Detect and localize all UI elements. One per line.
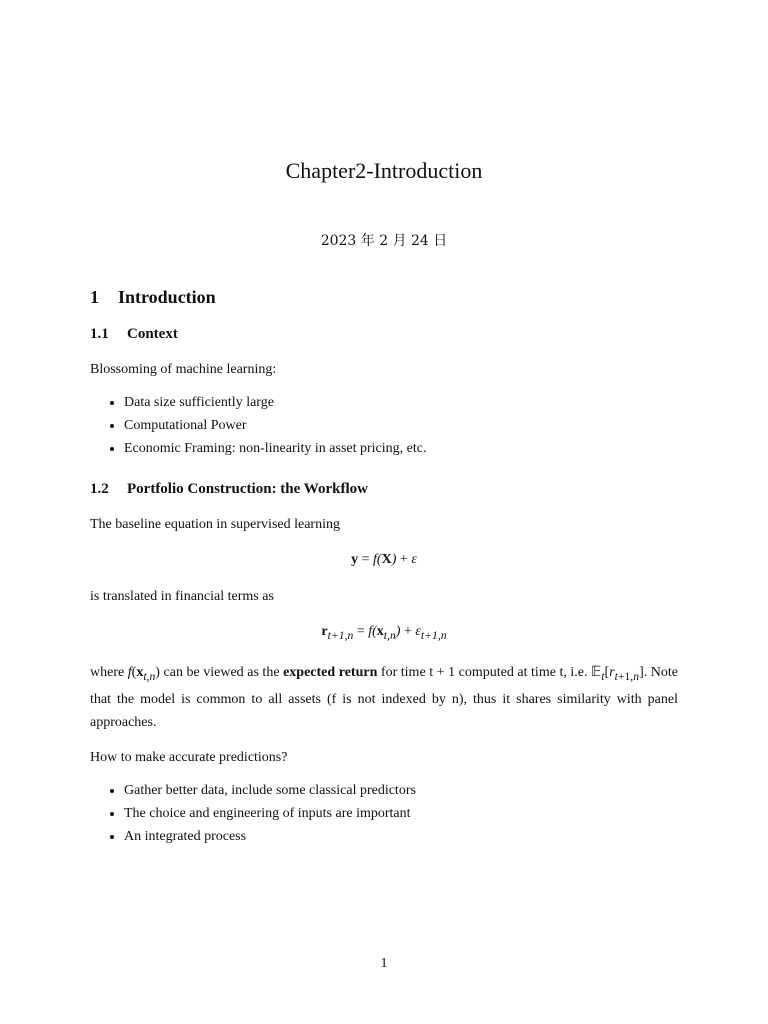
list-item: • Data size sufficiently large (124, 391, 678, 414)
section-title: Introduction (118, 287, 216, 307)
baseline-paragraph: The baseline equation in supervised learning (90, 517, 340, 532)
question-paragraph: How to make accurate predictions? (90, 749, 288, 765)
context-intro: Blossoming of machine learning: (90, 362, 277, 377)
page-number: 1 (380, 956, 388, 971)
subsection-number: 1.1 (90, 326, 109, 342)
document-body (90, 286, 678, 860)
subsection-title: Context (127, 326, 178, 342)
for-time-text: for time t + 1 computed at time t, (380, 664, 567, 680)
translation-paragraph: is translated in financial terms as (90, 589, 274, 604)
expected-return-term: expected return (283, 664, 378, 680)
financial-equation: $r_{t+1,n} = f(x_{t,n}) + \varepsilon_{t+1,n}$ (321, 624, 447, 642)
document-title: Chapter2-Introduction (285, 158, 483, 183)
subsection-heading-workflow (90, 478, 678, 501)
document-date: 2023 年 2 月 24 日 (320, 233, 448, 249)
where-text: can be viewed as the (163, 664, 280, 680)
subsection-heading-context (90, 323, 678, 346)
list-item: • Gather better data, include some classical predictors (124, 779, 678, 802)
model-note: Note that the model is common to all assets (f is not indexed by n), thus it shares similarity with panel approaches. (90, 664, 678, 730)
list-item: • Computational Power (124, 414, 678, 437)
list-item: • The choice and engineering of inputs are important (124, 802, 678, 825)
context-bullet-list (90, 391, 678, 460)
predictions-bullet-list (90, 779, 678, 848)
section-heading (90, 286, 678, 309)
baseline-equation: y = f(X) + ε (351, 552, 417, 567)
subsection-title: Portfolio Construction: the Workflow (127, 481, 368, 497)
interpretation-paragraph: where $f(x_{t,n})$ can be viewed as the expected return for time t + 1 computed at time t, i.e. $𝔼_t[r_{t+1,n}]$. Note that the model is common to all assets (f is not indexed by n), thus it shares similarity with panel approaches. (90, 664, 678, 730)
section-number: 1 (90, 287, 99, 307)
list-item: • Economic Framing: non-linearity in asset pricing, etc. (124, 437, 678, 460)
list-item: • An integrated process (124, 825, 678, 848)
subsection-number: 1.2 (90, 481, 109, 497)
